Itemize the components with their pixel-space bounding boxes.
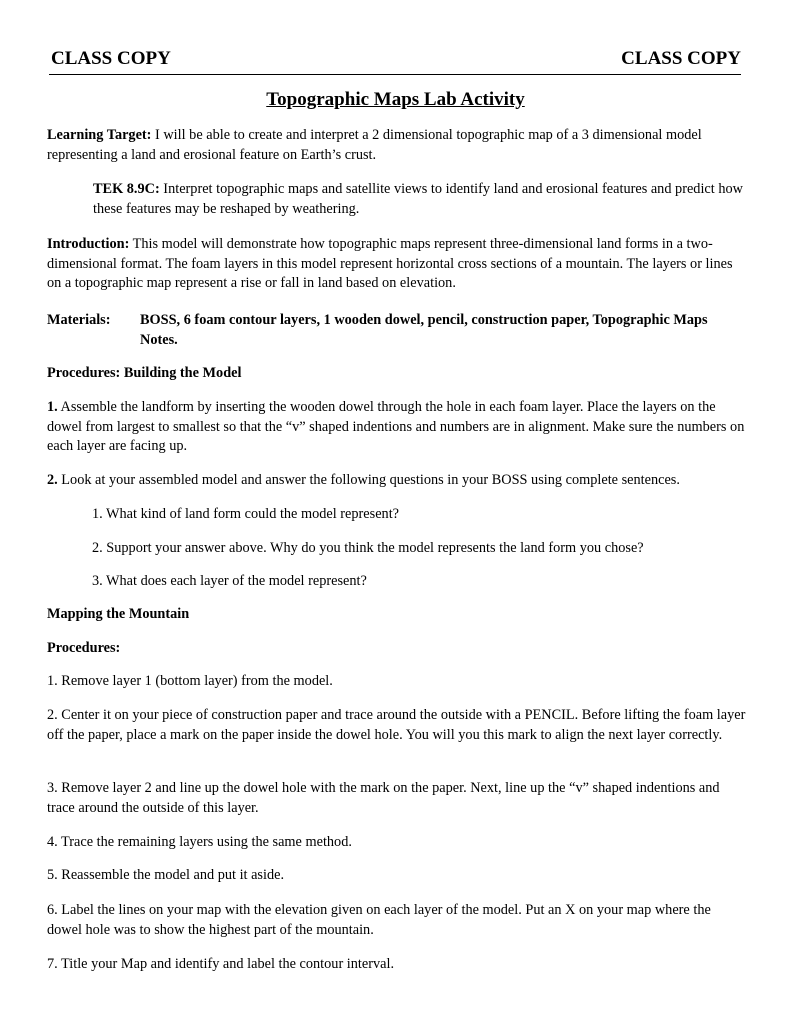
page-title: Topographic Maps Lab Activity: [266, 89, 525, 110]
step-2-text: Look at your assembled model and answer the following questions in your BOSS using complete sentences.: [57, 472, 680, 488]
question-2: 2. Support your answer above. Why do you think the model represents the land form you chose?: [92, 540, 644, 556]
learning-target-text: I will be able to create and interpret a 2 dimensional topographic map of a 3 dimensional model representing a land and erosional feature on Earth’s crust.: [47, 127, 702, 163]
tek-label: TEK 8.9C:: [93, 181, 160, 197]
map-step-2: 2. Center it on your piece of construction paper and trace around the outside with a PENCIL. Before lifting the foam layer off the paper, place a mark on the paper inside the dowel hole. You will you this mark to align the next layer correctly.: [47, 707, 746, 743]
map-step-1: 1. Remove layer 1 (bottom layer) from the model.: [47, 673, 333, 689]
step-1-number: 1.: [47, 399, 58, 415]
procedures-building-heading: Procedures: Building the Model: [47, 365, 242, 381]
mapping-heading: Mapping the Mountain: [47, 606, 190, 622]
introduction: [47, 235, 747, 294]
tek-text: Interpret topographic maps and satellite views to identify land and erosional features and predict how these features may be reshaped by weathering.: [93, 181, 743, 217]
materials-text: BOSS, 6 foam contour layers, 1 wooden dowel, pencil, construction paper, Topographic Maps Notes.: [140, 312, 708, 348]
procedures-heading: Procedures:: [47, 640, 121, 656]
map-step-7: 7. Title your Map and identify and label the contour interval.: [47, 956, 395, 972]
step-2: [47, 471, 747, 491]
question-1: 1. What kind of land form could the model represent?: [92, 506, 400, 522]
tek-standard: [93, 180, 753, 219]
introduction-text: This model will demonstrate how topographic maps represent three-dimensional land forms in a two-dimensional format. The foam layers in this model represent horizontal cross sections of a mountain. The layers or lines on a topographic map represent a rise or fall in land based on elevation.: [47, 236, 733, 291]
map-step-4: 4. Trace the remaining layers using the same method.: [47, 834, 352, 850]
map-step-3: 3. Remove layer 2 and line up the dowel hole with the mark on the paper. Next, line up the “v” shaped indentions and trace around the outside of this layer.: [47, 780, 720, 816]
map-step-5: 5. Reassemble the model and put it aside.: [47, 867, 285, 883]
introduction-label: Introduction:: [47, 236, 130, 252]
map-step-6: 6. Label the lines on your map with the elevation given on each layer of the model. Put an X on your map where the dowel hole was to show the highest part of the mountain.: [47, 902, 711, 938]
step-2-number: 2.: [47, 472, 58, 488]
learning-target: [47, 126, 747, 165]
learning-target-label: Learning Target:: [47, 127, 152, 143]
step-1: [47, 398, 747, 457]
header-left-label: CLASS COPY: [51, 48, 171, 69]
step-1-text: Assemble the landform by inserting the wooden dowel through the hole in each foam layer. Place the layers on the dowel from largest to smallest so that the “v” shaped indentions and numbers are in alignment. Make sure the numbers on each layer are facing up.: [47, 399, 745, 454]
question-3: 3. What does each layer of the model represent?: [92, 573, 367, 589]
header-right-label: CLASS COPY: [621, 48, 741, 69]
class-copy-header: [49, 48, 741, 75]
materials-label: Materials:: [47, 312, 111, 328]
